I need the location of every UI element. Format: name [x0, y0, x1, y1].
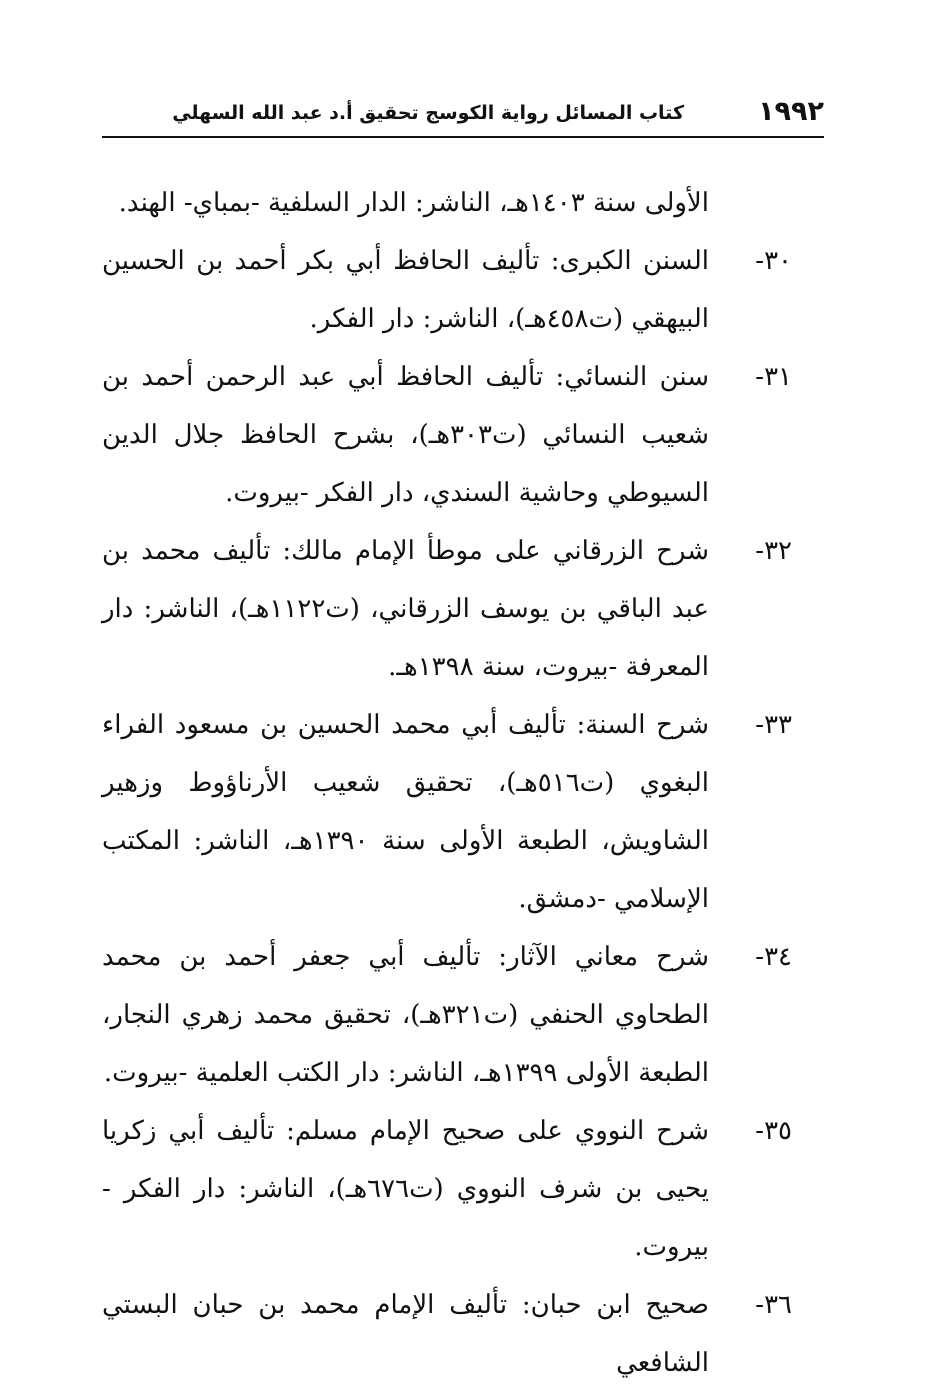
bibliography-entry-31	[102, 348, 792, 522]
entry-text: شرح السنة: تأليف أبي محمد الحسين بن مسعود الفراء البغوي (ت٥١٦هـ)، تحقيق شعيب الأرناؤوط وزهير الشاويش، الطبعة الأولى سنة ١٣٩٠هـ، الناشر: المكتب الإسلامي -دمشق.	[102, 710, 709, 914]
entry-text: شرح معاني الآثار: تأليف أبي جعفر أحمد بن محمد الطحاوي الحنفي (ت٣٢١هـ)، تحقيق محمد زهري النجار، الطبعة الأولى ١٣٩٩هـ، الناشر: دار الكتب العلمية -بيروت.	[102, 942, 709, 1088]
bibliography-list	[102, 174, 792, 1392]
entry-text: شرح النووي على صحيح الإمام مسلم: تأليف أبي زكريا يحيى بن شرف النووي (ت٦٧٦هـ)، الناشر: دار الفكر - بيروت.	[102, 1116, 709, 1262]
bibliography-entry-32	[102, 522, 792, 696]
bibliography-entry-30	[102, 232, 792, 348]
entry-number: ٣٠-	[755, 246, 792, 276]
entry-number: ٣٦-	[755, 1290, 792, 1320]
bibliography-entry-35	[102, 1102, 792, 1276]
entry-number: ٣٤-	[755, 942, 792, 972]
entry-text: سنن النسائي: تأليف الحافظ أبي عبد الرحمن أحمد بن شعيب النسائي (ت٣٠٣هـ)، بشرح الحافظ جلال الدين السيوطي وحاشية السندي، دار الفكر -بيروت.	[102, 362, 709, 508]
entry-text: السنن الكبرى: تأليف الحافظ أبي بكر أحمد بن الحسين البيهقي (ت٤٥٨هـ)، الناشر: دار الفكر.	[102, 246, 709, 334]
entry-number: ٣٥-	[755, 1116, 792, 1146]
page-header	[102, 92, 824, 134]
entry-text: صحيح ابن حبان: تأليف الإمام محمد بن حبان البستي الشافعي	[102, 1290, 709, 1378]
header-rule	[102, 136, 824, 138]
entry-text: شرح الزرقاني على موطأ الإمام مالك: تأليف محمد بن عبد الباقي بن يوسف الزرقاني، (ت١١٢٢هـ)، الناشر: دار المعرفة -بيروت، سنة ١٣٩٨هـ.	[102, 536, 709, 682]
page-number: ١٩٩٢	[758, 96, 824, 127]
entry-number: ٣١-	[755, 362, 792, 392]
running-title: كتاب المسائل رواية الكوسج تحقيق أ.د عبد الله السهلي	[172, 102, 684, 124]
continuation-text: الأولى سنة ١٤٠٣هـ، الناشر: الدار السلفية -بمباي- الهند.	[118, 188, 709, 218]
entry-number: ٣٢-	[755, 536, 792, 566]
bibliography-entry-34	[102, 928, 792, 1102]
entry-number: ٣٣-	[755, 710, 792, 740]
bibliography-entry-36	[102, 1276, 792, 1392]
bibliography-entry-33	[102, 696, 792, 928]
